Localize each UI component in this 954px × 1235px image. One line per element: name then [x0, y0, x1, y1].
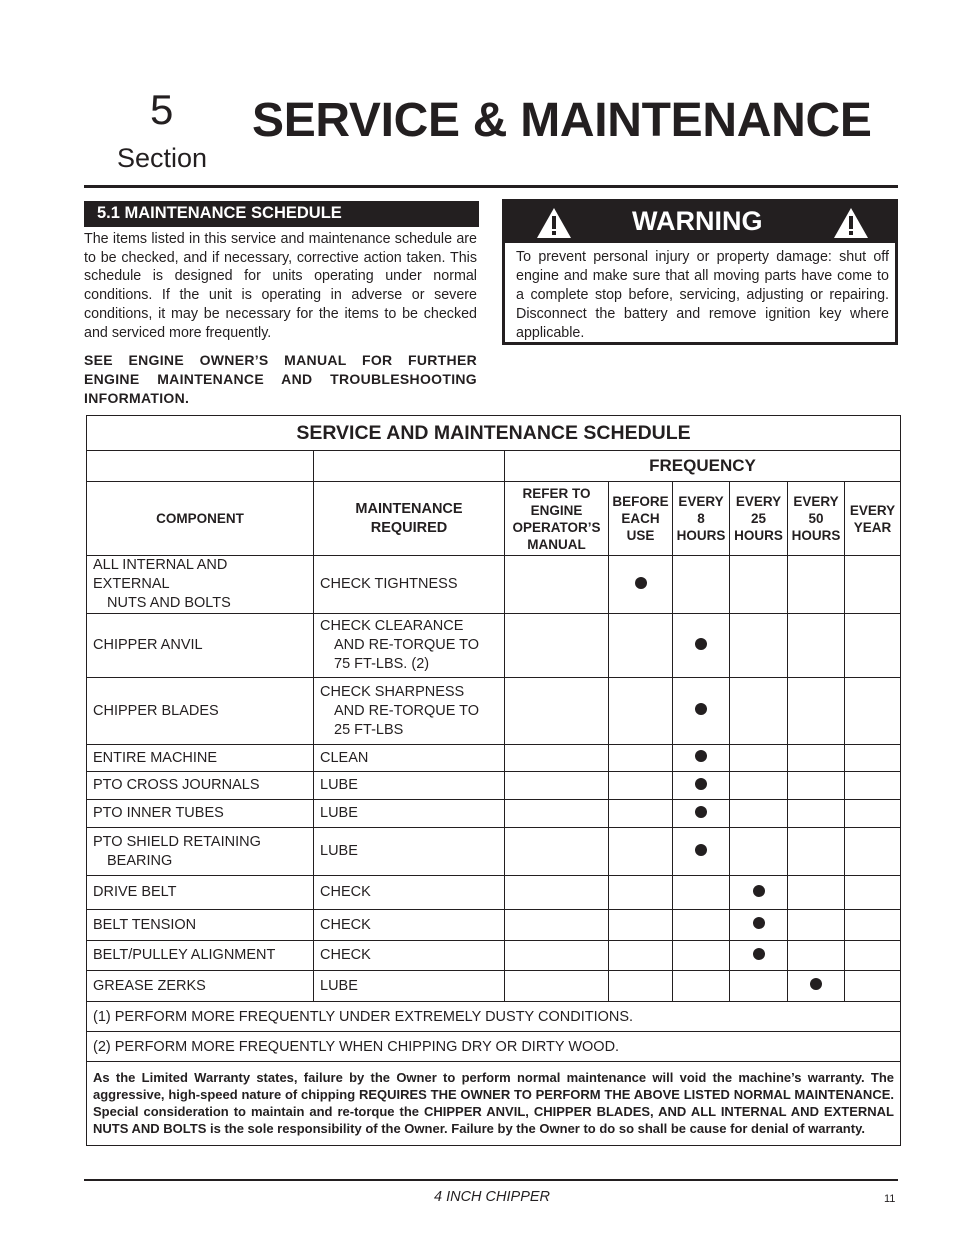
cell-text: LUBE — [320, 805, 358, 821]
cell-text: 75 FT-LBS. (2) — [334, 656, 430, 672]
frequency-cell — [845, 614, 901, 678]
frequency-dot-icon — [753, 917, 765, 929]
header-line: 25 — [750, 511, 767, 526]
component-cell — [87, 910, 314, 941]
maintenance-header — [314, 482, 505, 556]
frequency-cell — [673, 971, 730, 1002]
frequency-cell — [505, 556, 609, 614]
frequency-cell — [609, 910, 673, 941]
frequency-cell — [673, 772, 730, 800]
frequency-cell — [673, 876, 730, 910]
frequency-cell — [845, 745, 901, 772]
header-line: EVERY — [735, 494, 782, 509]
component-cell — [87, 614, 314, 678]
header-line: MANUAL — [527, 536, 586, 552]
cell-text: AND RE-TORQUE TO — [334, 702, 480, 719]
cell-text: CHIPPER BLADES — [93, 702, 219, 719]
cell-text: DRIVE BELT — [93, 884, 177, 900]
maintenance-cell — [314, 941, 505, 971]
header-line: HOURS — [734, 528, 783, 543]
maintenance-cell — [314, 745, 505, 772]
cell-text: BELT TENSION — [93, 916, 197, 933]
cell-text: CHECK TIGHTNESS — [320, 576, 458, 592]
frequency-cell — [505, 910, 609, 941]
header-line: 50 — [808, 511, 824, 526]
header-line: EVERY — [849, 502, 896, 518]
maintenance-schedule-heading: 5.1 MAINTENANCE SCHEDULE — [84, 201, 479, 227]
frequency-cell — [673, 910, 730, 941]
component-cell — [87, 971, 314, 1002]
table-row — [87, 614, 901, 678]
frequency-dot-icon — [695, 638, 707, 650]
warning-header — [505, 202, 895, 243]
component-cell — [87, 745, 314, 772]
frequency-dot-icon — [695, 844, 707, 856]
frequency-dot-icon — [695, 750, 707, 762]
frequency-cell — [609, 745, 673, 772]
component-cell — [87, 876, 314, 910]
frequency-cell — [505, 971, 609, 1002]
frequency-cell — [609, 678, 673, 745]
frequency-cell — [505, 941, 609, 971]
cell-text: CHECK SHARPNESS — [320, 683, 465, 700]
component-cell — [87, 828, 314, 876]
frequency-cell — [845, 876, 901, 910]
frequency-cell — [788, 941, 845, 971]
frequency-cell — [730, 910, 788, 941]
header-line: HOURS — [791, 528, 841, 543]
frequency-cell — [673, 828, 730, 876]
maintenance-cell — [314, 772, 505, 800]
cell-text: CHECK CLEARANCE — [320, 618, 464, 634]
section-number: 5 — [150, 86, 174, 133]
frequency-cell — [505, 772, 609, 800]
frequency-cell — [673, 941, 730, 971]
maintenance-cell — [314, 678, 505, 745]
table-row — [87, 910, 901, 941]
frequency-cell — [505, 678, 609, 745]
cell-text: LUBE — [320, 843, 358, 859]
cell-text: CHECK — [320, 884, 371, 900]
frequency-cell — [505, 614, 609, 678]
header-line: REQUIRED — [370, 519, 448, 536]
table-title: SERVICE AND MAINTENANCE SCHEDULE — [87, 416, 901, 451]
footer-divider — [84, 1179, 898, 1181]
component-cell — [87, 941, 314, 971]
footer-title: 4 INCH CHIPPER — [433, 1189, 551, 1205]
cell-text: PTO CROSS JOURNALS — [93, 777, 260, 793]
frequency-cell — [788, 745, 845, 772]
header-line: MAINTENANCE — [355, 500, 463, 517]
every-50-hours-header — [788, 482, 845, 556]
frequency-dot-icon — [695, 778, 707, 790]
component-header: COMPONENT — [87, 482, 314, 556]
frequency-cell — [788, 800, 845, 828]
frequency-cell — [505, 800, 609, 828]
frequency-cell — [730, 745, 788, 772]
cell-text: CHIPPER ANVIL — [93, 637, 203, 653]
page-title: SERVICE & MAINTENANCE — [252, 94, 872, 147]
cell-text: CLEAN — [320, 749, 369, 766]
warning-box — [502, 199, 898, 345]
frequency-cell — [505, 828, 609, 876]
frequency-cell — [788, 910, 845, 941]
frequency-cell — [788, 556, 845, 614]
table-row — [87, 745, 901, 772]
component-cell — [87, 772, 314, 800]
cell-text: BEARING — [107, 852, 173, 869]
frequency-cell — [845, 772, 901, 800]
table-row — [87, 800, 901, 828]
schedule-rows — [87, 556, 901, 1002]
header-line: USE — [626, 528, 655, 543]
frequency-cell — [730, 556, 788, 614]
frequency-dot-icon — [695, 703, 707, 715]
maintenance-cell — [314, 876, 505, 910]
warning-triangle-icon — [535, 206, 573, 240]
frequency-dot-icon — [695, 806, 707, 818]
table-row — [87, 876, 901, 910]
frequency-cell — [845, 800, 901, 828]
maintenance-schedule-table — [86, 415, 901, 1146]
table-row — [87, 941, 901, 971]
header-line: HOURS — [676, 528, 726, 543]
component-cell — [87, 678, 314, 745]
frequency-cell — [845, 678, 901, 745]
frequency-cell — [788, 678, 845, 745]
frequency-cell — [609, 828, 673, 876]
frequency-cell — [730, 876, 788, 910]
maintenance-cell — [314, 828, 505, 876]
refer-engine-manual-header — [505, 482, 609, 556]
frequency-cell — [845, 941, 901, 971]
frequency-dot-icon — [753, 885, 765, 897]
header-line: BEFORE — [612, 494, 669, 509]
table-row — [87, 828, 901, 876]
cell-text: PTO SHIELD RETAINING — [93, 833, 261, 850]
maintenance-cell — [314, 614, 505, 678]
every-8-hours-header — [673, 482, 730, 556]
table-row — [87, 678, 901, 745]
page-number: 11 — [884, 1193, 896, 1205]
before-each-use-header — [609, 482, 673, 556]
frequency-cell — [673, 745, 730, 772]
frequency-cell — [609, 971, 673, 1002]
frequency-cell — [788, 828, 845, 876]
cell-text: ALL INTERNAL AND EXTERNAL — [93, 557, 228, 592]
component-cell — [87, 800, 314, 828]
cell-text: BELT/PULLEY ALIGNMENT — [93, 947, 276, 963]
frequency-cell — [845, 828, 901, 876]
title-divider — [84, 185, 898, 188]
warning-text: To prevent personal injury or property damage: shut off engine and make sure that all moving parts have come to a complete stop before, servicing, adjusting or repairing. Disconnect the battery and remove ignition key where applicable. — [516, 249, 889, 341]
empty-header-cell — [314, 451, 505, 482]
cell-text: LUBE — [320, 977, 358, 994]
frequency-cell — [730, 941, 788, 971]
frequency-cell — [730, 772, 788, 800]
cell-text: 25 FT-LBS — [334, 721, 404, 738]
cell-text: CHECK — [320, 947, 371, 963]
frequency-cell — [505, 745, 609, 772]
header-line: EACH — [621, 511, 660, 526]
header-line: EVERY — [793, 494, 839, 509]
frequency-cell — [505, 876, 609, 910]
header-line: YEAR — [853, 519, 892, 535]
frequency-cell — [788, 614, 845, 678]
cell-text: GREASE ZERKS — [93, 977, 206, 994]
section-label: Section — [117, 143, 208, 173]
engine-manual-note: SEE ENGINE OWNER’S MANUAL FOR FURTHER ENGINE MAINTENANCE AND TROUBLESHOOTING INFORMATION. — [84, 352, 477, 406]
frequency-cell — [845, 971, 901, 1002]
every-25-hours-header — [730, 482, 788, 556]
header-line: OPERATOR’S — [512, 519, 601, 535]
header-line: ENGINE — [530, 502, 583, 518]
warranty-notice: As the Limited Warranty states, failure by the Owner to perform normal maintenance will void the machine’s warranty. The aggressive, high-speed nature of chipping REQUIRES THE OWNER TO PERFORM THE ABOVE LISTED NORMAL MAINTENANCE. Special consideration to maintain and re-torque the CHIPPER ANVIL, CHIPPER BLADES, AND ALL INTERNAL AND EXTERNAL NUTS AND BOLTS is the sole responsibility of the Owner. Failure by the Owner to do so shall be cause for denial of warranty. — [87, 1062, 901, 1146]
frequency-dot-icon — [810, 978, 822, 990]
cell-text: CHECK — [320, 916, 371, 933]
frequency-cell — [845, 556, 901, 614]
frequency-dot-icon — [635, 577, 647, 589]
frequency-cell — [788, 971, 845, 1002]
frequency-cell — [673, 678, 730, 745]
frequency-cell — [730, 614, 788, 678]
cell-text: PTO INNER TUBES — [93, 805, 224, 821]
header-line: REFER TO — [522, 485, 591, 501]
intro-paragraph: The items listed in this service and maintenance schedule are to be checked, and if necessary, corrective action taken. This schedule is designed for units operating under normal conditions. If the unit is operating in adverse or severe conditions, it may be necessary for the items to be checked and serviced more frequently. — [84, 231, 477, 341]
footnote-1: (1) PERFORM MORE FREQUENTLY UNDER EXTREMELY DUSTY CONDITIONS. — [87, 1002, 901, 1032]
warning-triangle-icon — [832, 206, 870, 240]
frequency-cell — [609, 941, 673, 971]
header-line: EVERY — [678, 494, 724, 509]
frequency-header: FREQUENCY — [505, 451, 901, 482]
frequency-cell — [673, 800, 730, 828]
cell-text: LUBE — [320, 777, 358, 793]
maintenance-cell — [314, 910, 505, 941]
cell-text: AND RE-TORQUE TO — [334, 637, 480, 653]
maintenance-cell — [314, 800, 505, 828]
footnote-2: (2) PERFORM MORE FREQUENTLY WHEN CHIPPING DRY OR DIRTY WOOD. — [87, 1032, 901, 1062]
header-line: 8 — [697, 511, 705, 526]
frequency-cell — [673, 614, 730, 678]
component-cell — [87, 556, 314, 614]
frequency-cell — [609, 614, 673, 678]
frequency-cell — [609, 876, 673, 910]
table-row — [87, 971, 901, 1002]
frequency-cell — [788, 876, 845, 910]
frequency-cell — [730, 800, 788, 828]
every-year-header — [845, 482, 901, 556]
warning-title: WARNING — [632, 206, 763, 236]
frequency-dot-icon — [753, 948, 765, 960]
maintenance-cell — [314, 556, 505, 614]
empty-header-cell — [87, 451, 314, 482]
frequency-cell — [730, 971, 788, 1002]
cell-text: NUTS AND BOLTS — [107, 595, 231, 611]
frequency-cell — [609, 772, 673, 800]
frequency-cell — [609, 800, 673, 828]
frequency-cell — [673, 556, 730, 614]
frequency-cell — [788, 772, 845, 800]
table-row — [87, 772, 901, 800]
frequency-cell — [845, 910, 901, 941]
frequency-cell — [730, 828, 788, 876]
frequency-cell — [609, 556, 673, 614]
maintenance-cell — [314, 971, 505, 1002]
frequency-cell — [730, 678, 788, 745]
table-row — [87, 556, 901, 614]
cell-text: ENTIRE MACHINE — [93, 749, 218, 766]
